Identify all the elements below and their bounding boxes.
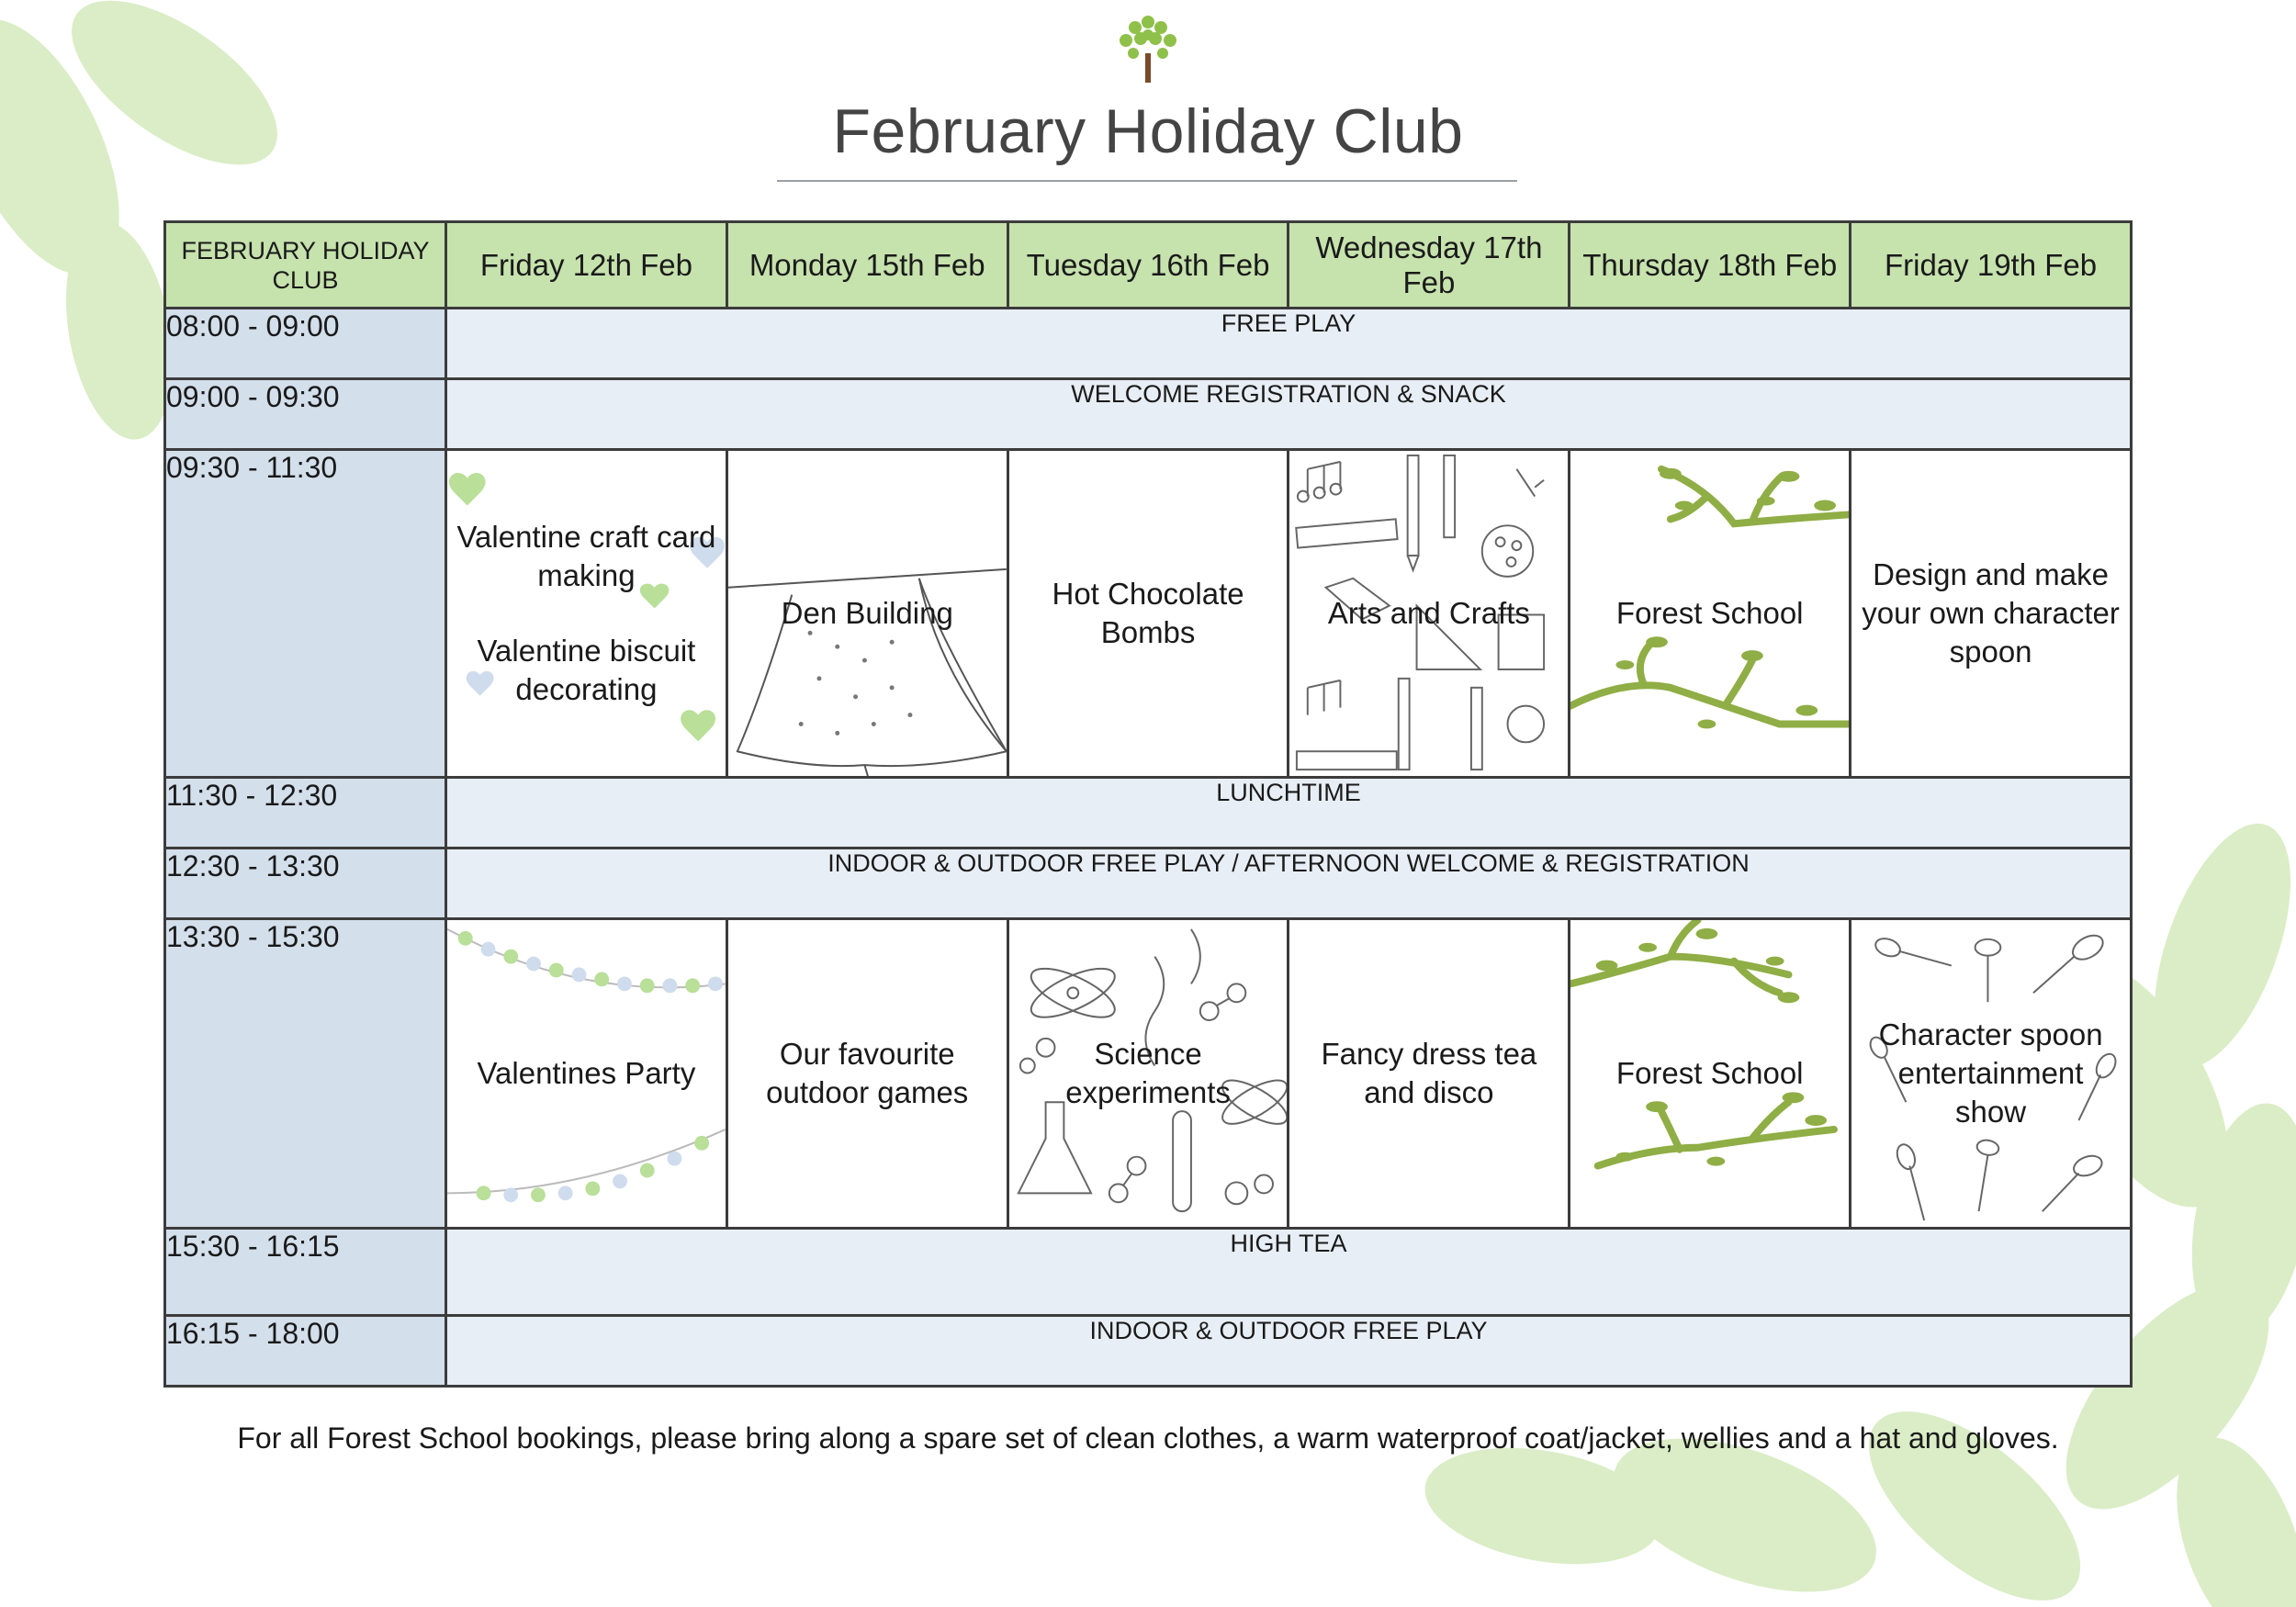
activity-label: Forest School (1615, 596, 1804, 630)
time-slot: 13:30 - 15:30 (165, 919, 446, 1229)
afternoon-welcome-slot: INDOOR & OUTDOOR FREE PLAY / AFTERNOON WELCOME & REGISTRATION (446, 848, 2132, 919)
activity-cell (446, 450, 727, 778)
afternoon-activities-row (165, 919, 2132, 1229)
footer-note: For all Forest School bookings, please bring along a spare set of clean clothes, a warm waterproof coat/jacket, wellies and a hat and gloves. (237, 1422, 2059, 1455)
activity-cell (1289, 919, 1570, 1229)
activity-label: Hot Chocolate Bombs (1052, 577, 1244, 649)
activity-cell (1570, 919, 1851, 1229)
activity-label: Our favourite outdoor games (766, 1037, 969, 1109)
day-header: Friday 12th Feb (446, 222, 727, 309)
activity-label: Arts and Crafts (1327, 596, 1530, 630)
activity-cell (726, 919, 1007, 1229)
activity-cell (1851, 919, 2132, 1229)
lunch-slot: LUNCHTIME (446, 778, 2132, 848)
corner-label: FEBRUARY HOLIDAY CLUB (165, 222, 446, 309)
free-play-slot: INDOOR & OUTDOOR FREE PLAY (446, 1316, 2132, 1387)
activity-label: Valentine craft card making (456, 520, 716, 592)
free-play-slot: FREE PLAY (446, 309, 2132, 379)
activity-cell (1289, 450, 1570, 778)
day-header: Monday 15th Feb (726, 222, 1007, 309)
high-tea-slot: HIGH TEA (446, 1229, 2132, 1316)
day-header: Wednesday 17th Feb (1289, 222, 1570, 309)
time-row (165, 1316, 2132, 1387)
day-header: Tuesday 16th Feb (1007, 222, 1289, 309)
tree-logo-icon (1113, 13, 1183, 86)
activity-label: Science experiments (1065, 1037, 1231, 1109)
activity-cell (1007, 450, 1289, 778)
time-row (165, 309, 2132, 379)
activity-label: Forest School (1615, 1056, 1804, 1090)
activity-cell (446, 919, 727, 1229)
time-slot: 16:15 - 18:00 (165, 1316, 446, 1387)
time-row (165, 379, 2132, 450)
activity-cell (1570, 450, 1851, 778)
activity-cell (1851, 450, 2132, 778)
day-header: Thursday 18th Feb (1570, 222, 1851, 309)
activity-label: Character spoon entertainment show (1878, 1017, 2103, 1129)
activity-label: Den Building (781, 596, 953, 630)
activity-label: Valentines Party (477, 1056, 696, 1090)
time-slot: 09:00 - 09:30 (165, 379, 446, 450)
activity-cell (1007, 919, 1289, 1229)
time-row (165, 778, 2132, 848)
morning-activities-row (165, 450, 2132, 778)
activity-cell (726, 450, 1007, 778)
page-title: February Holiday Club (832, 96, 1464, 166)
welcome-slot: WELCOME REGISTRATION & SNACK (446, 379, 2132, 450)
activity-label: Valentine biscuit decorating (477, 634, 696, 706)
time-slot: 15:30 - 16:15 (165, 1229, 446, 1316)
time-slot: 11:30 - 12:30 (165, 778, 446, 848)
title-divider (777, 180, 1517, 182)
header-row (165, 222, 2132, 309)
timetable (163, 220, 2133, 1388)
time-slot: 09:30 - 11:30 (165, 450, 446, 778)
time-slot: 08:00 - 09:00 (165, 309, 446, 379)
activity-label: Fancy dress tea and disco (1321, 1037, 1537, 1109)
activity-label: Design and make your own character spoon (1862, 557, 2120, 669)
day-header: Friday 19th Feb (1851, 222, 2132, 309)
time-row (165, 848, 2132, 919)
time-slot: 12:30 - 13:30 (165, 848, 446, 919)
time-row (165, 1229, 2132, 1316)
